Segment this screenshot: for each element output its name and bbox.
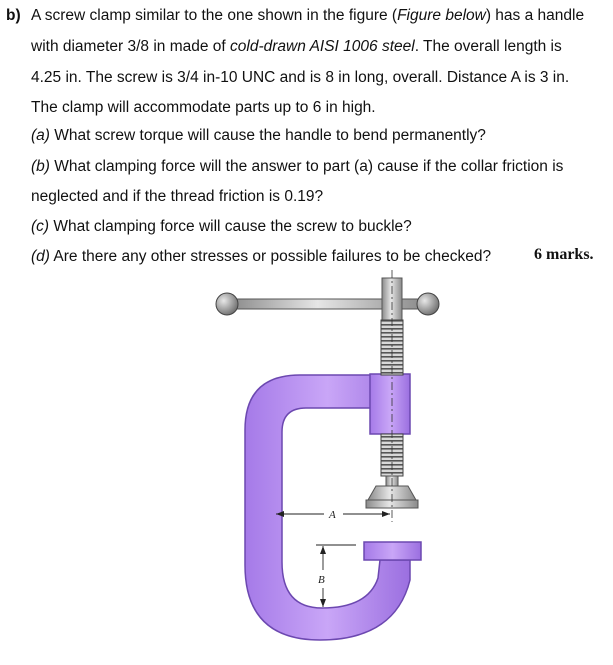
part-c-label: (c) bbox=[31, 218, 50, 235]
dim-b-arrow-bottom bbox=[320, 599, 326, 607]
part-b-cont: neglected and if the thread friction is 0.19? bbox=[31, 188, 324, 205]
dim-a-arrow-right bbox=[382, 511, 390, 517]
part-c: (c) What clamping force will cause the screw to buckle? bbox=[31, 218, 412, 235]
problem-line-1: b) A screw clamp similar to the one shown in the figure (Figure below) has a handle bbox=[6, 7, 585, 24]
handle-knob-left bbox=[216, 293, 238, 315]
part-b-label: (b) bbox=[31, 158, 50, 175]
dim-b-arrow-top bbox=[320, 546, 326, 554]
lower-jaw-pad bbox=[364, 542, 421, 560]
part-b: (b) What clamping force will the answer to part (a) cause if the collar friction is bbox=[31, 158, 564, 175]
screw-collar bbox=[370, 374, 410, 434]
marks-label: 6 marks. bbox=[534, 246, 594, 263]
dim-a-label: A bbox=[329, 509, 336, 521]
part-a-label: (a) bbox=[31, 127, 50, 144]
handle-knob-right bbox=[417, 293, 439, 315]
part-d-label: (d) bbox=[31, 248, 50, 265]
problem-line-3: 4.25 in. The screw is 3/4 in-10 UNC and is 8 in long, overall. Distance A is 3 in. bbox=[31, 69, 570, 86]
problem-line-4: The clamp will accommodate parts up to 6 in high. bbox=[31, 99, 376, 116]
part-d: (d) Are there any other stresses or possible failures to be checked? bbox=[31, 248, 492, 265]
problem-line-2: with diameter 3/8 in made of cold-drawn AISI 1006 steel. The overall length is bbox=[31, 38, 562, 55]
dim-b-label: B bbox=[318, 574, 325, 586]
problem-label: b) bbox=[6, 7, 21, 24]
part-a: (a) What screw torque will cause the handle to bend permanently? bbox=[31, 127, 486, 144]
